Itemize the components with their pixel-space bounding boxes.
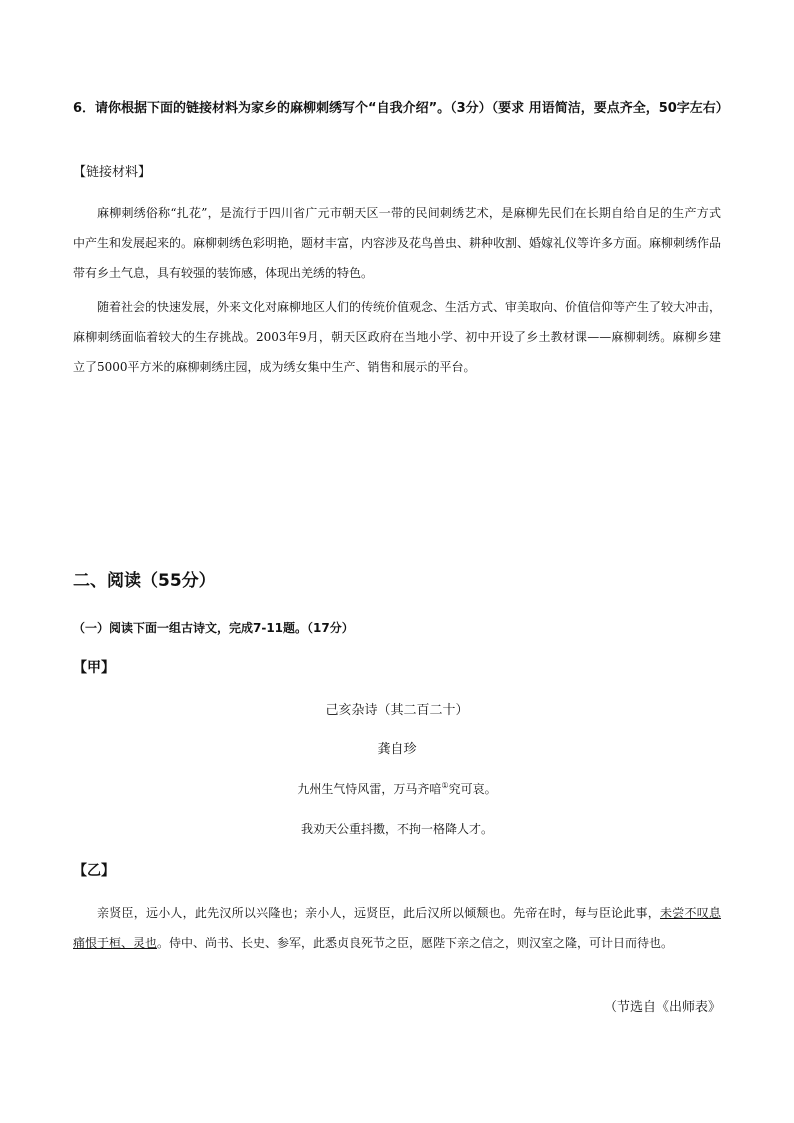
section-2-subtitle: （一）阅读下面一组古诗文，完成7-11题。（17分） — [73, 621, 354, 635]
yi-label: 【乙】 — [73, 863, 115, 879]
question-6: 6．请你根据下面的链接材料为家乡的麻柳刺绣写个“自我介绍”。（3分）（要求 用语简洁，要点齐全，50字左右） — [73, 101, 729, 116]
poem-line-1-part-b: 究可哀。 — [448, 782, 497, 796]
poem-title: 己亥杂诗（其二百二十） — [325, 703, 469, 718]
jia-label: 【甲】 — [73, 660, 115, 676]
poem-line-1-part-a: 九州生气恃风雷，万马齐喑 — [297, 782, 442, 796]
yi-passage — [73, 898, 721, 958]
poem-author: 龚自珍 — [377, 742, 417, 757]
link-paragraph-1: 麻柳刺绣俗称“扎花”，是流行于四川省广元市朝天区一带的民间刺绣艺术，是麻柳先民们在长期自给自足的生产方式中产生和发展起来的。麻柳刺绣色彩明艳，题材丰富，内容涉及花鸟兽虫、耕种收割、婚嫁礼仪等许多方面。麻柳刺绣作品带有乡土气息，具有较强的装饰感，体现出羌绣的特色。 — [73, 206, 722, 280]
link-paragraph-2: 随着社会的快速发展，外来文化对麻柳地区人们的传统价值观念、生活方式、审美取向、价值信仰等产生了较大冲击，麻柳刺绣面临着较大的生存挑战。2003年9月，朝天区政府在当地小学、初中开设了乡土教材课——麻柳刺绣。麻柳乡建立了5000平方米的麻柳刺绣庄园，成为绣女集中生产、销售和展示的平台。 — [73, 300, 722, 374]
yi-underlined-sentence: 未尝不叹息痛恨于桓、灵也 — [73, 906, 721, 950]
section-2-title: 二、阅读（55分） — [73, 571, 216, 591]
yi-passage-part-b: 。侍中、尚书、长史、参军，此悉贞良死节之臣，愿陛下亲之信之，则汉室之隆，可计日而待也。 — [157, 936, 674, 950]
passage-source: （节选自《出师表》 — [603, 1000, 721, 1015]
poem-line-2: 我劝天公重抖擞，不拘一格降人才。 — [300, 822, 493, 836]
link-material-label: 【链接材料】 — [73, 165, 152, 180]
yi-passage-part-a: 亲贤臣，远小人，此先汉所以兴隆也；亲小人，远贤臣，此后汉所以倾颓也。先帝在时，每与臣论此事， — [97, 906, 661, 920]
footnote-marker: ① — [441, 781, 449, 790]
poem-line-1 — [0, 780, 794, 797]
